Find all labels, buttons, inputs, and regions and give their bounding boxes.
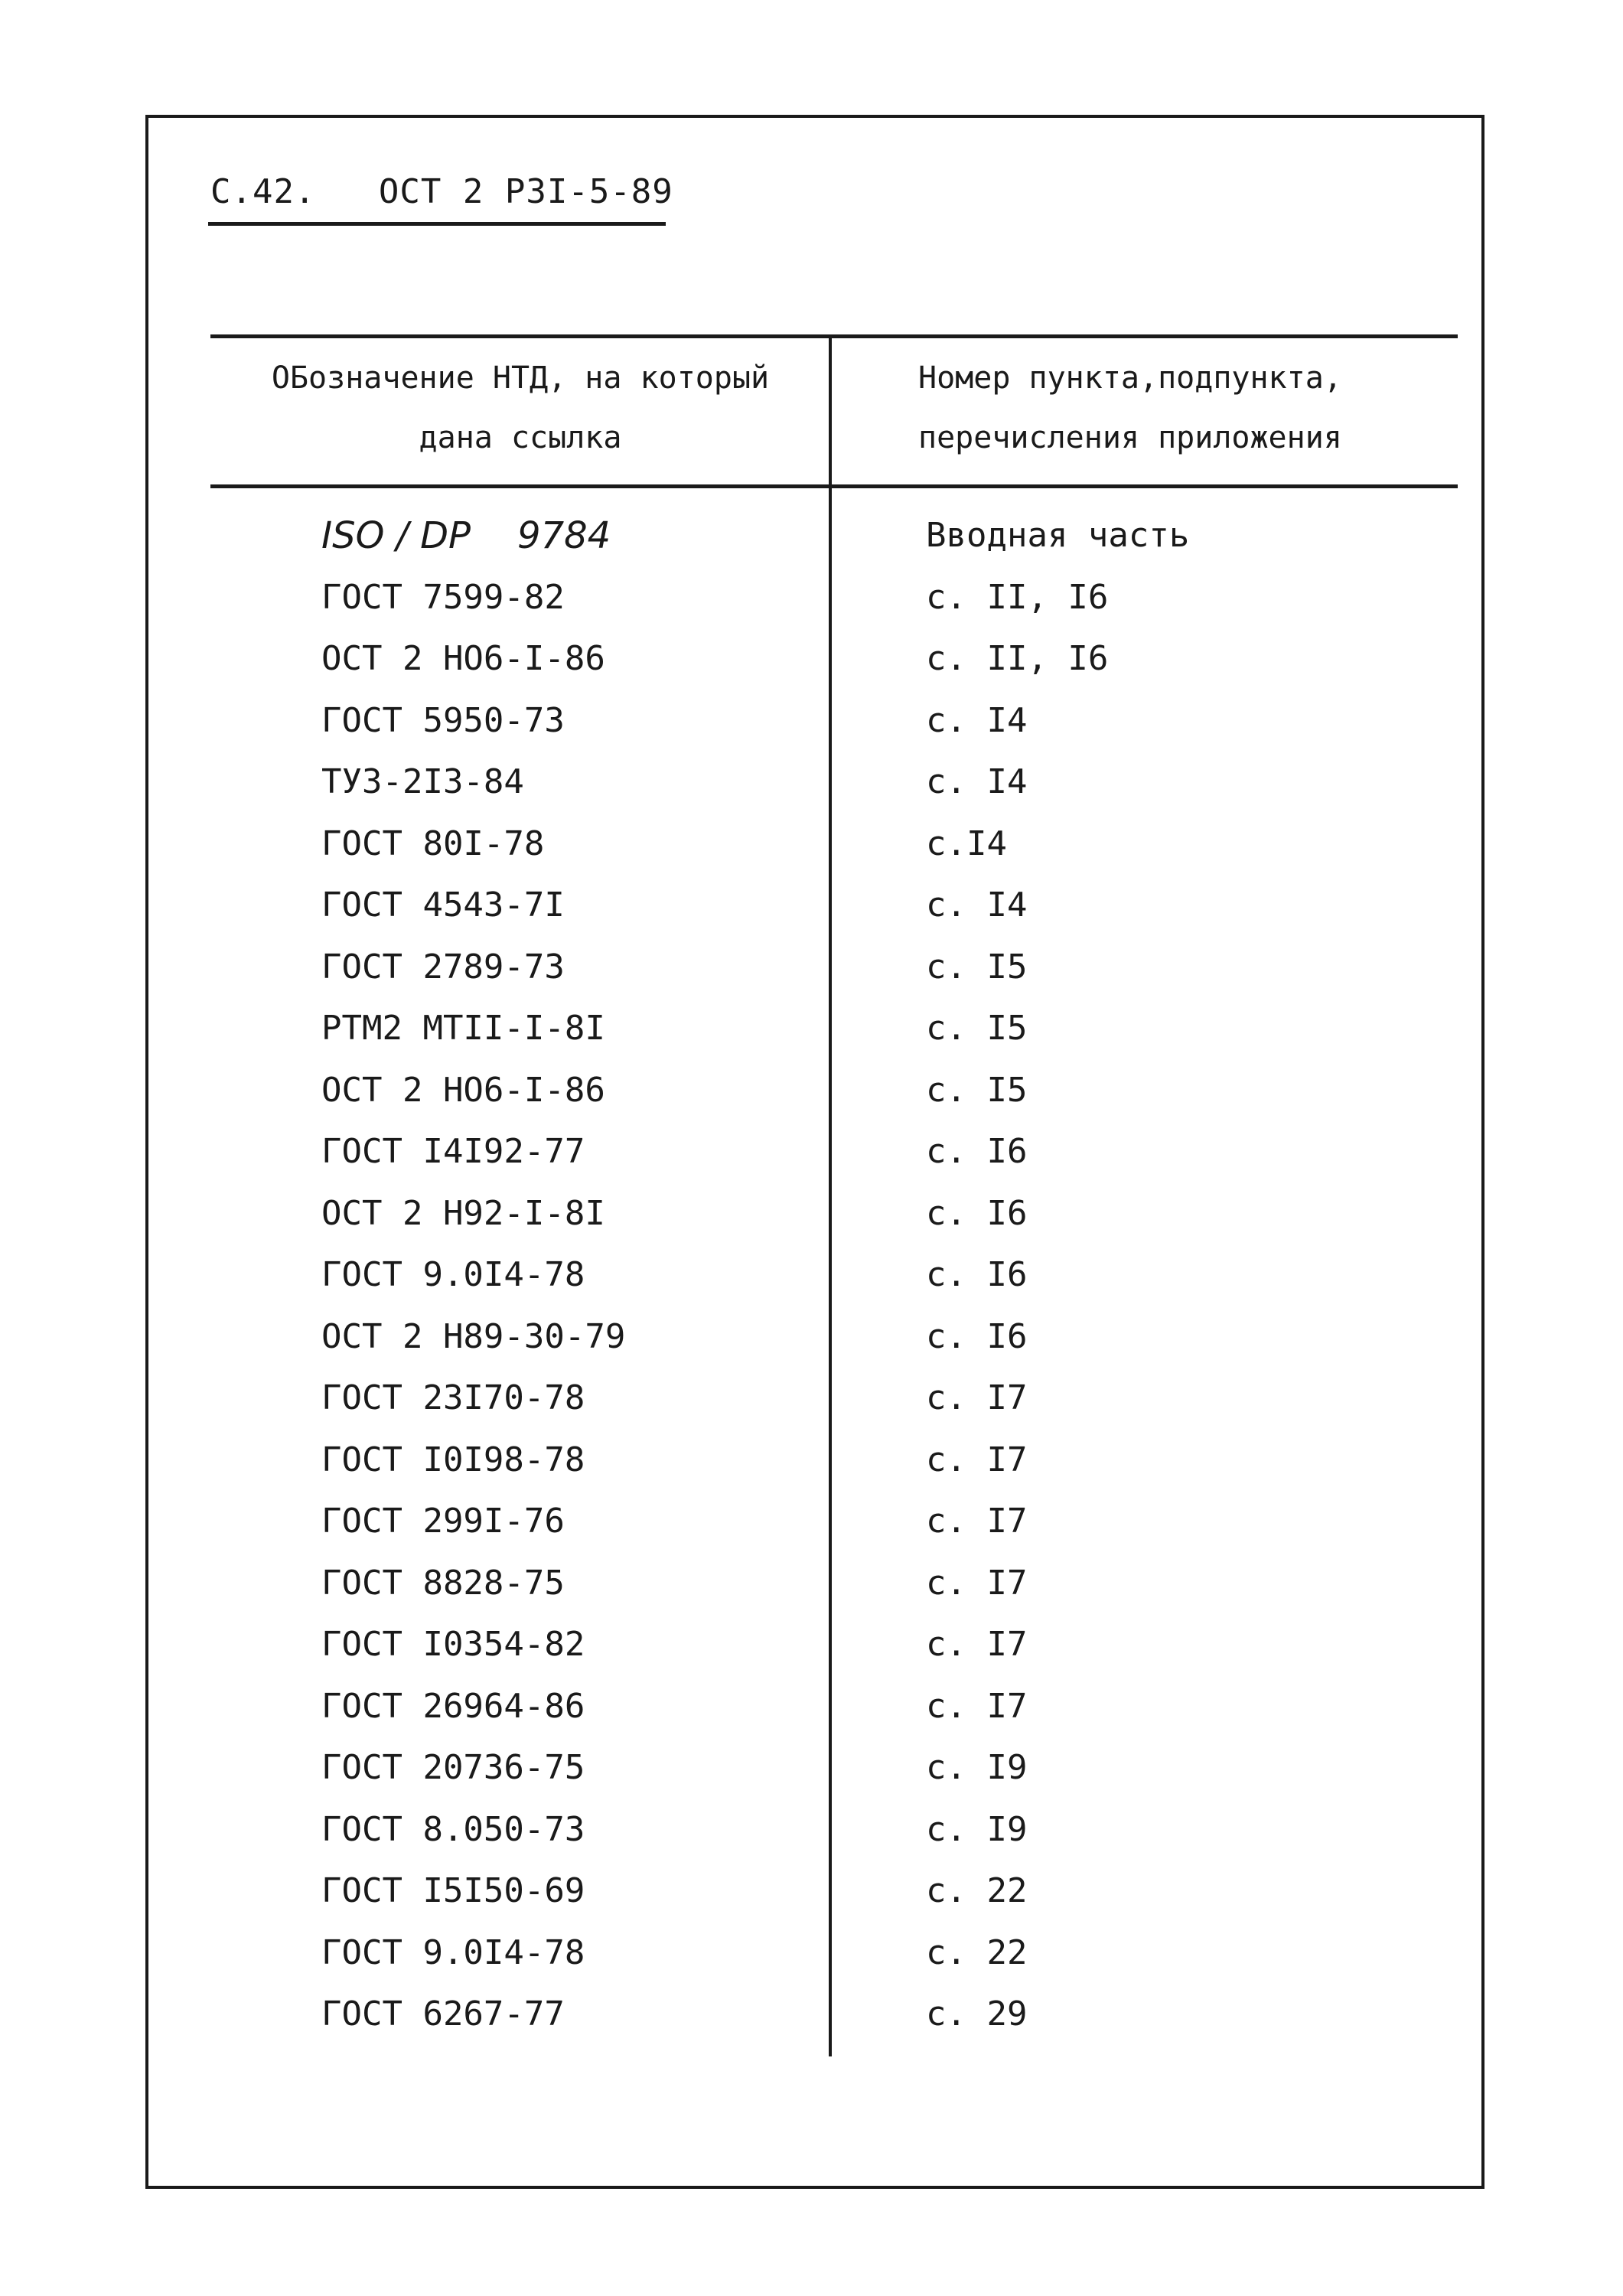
designation-cell: ОСТ 2 Н89-30-79 xyxy=(321,1316,626,1356)
reference-cell: с.I4 xyxy=(926,823,1007,863)
designation-cell: ISO / DP 9784 xyxy=(321,514,611,557)
table-row xyxy=(0,814,1623,876)
designation-cell: ГОСТ 80I-78 xyxy=(321,823,545,863)
table-row xyxy=(0,1553,1623,1615)
reference-cell: с. I7 xyxy=(926,1378,1028,1417)
reference-cell: с. I4 xyxy=(926,885,1028,925)
reference-cell: с. I4 xyxy=(926,762,1028,801)
reference-cell: с. I9 xyxy=(926,1748,1028,1787)
designation-cell: ГОСТ 5950-73 xyxy=(321,700,565,740)
table-row xyxy=(0,998,1623,1060)
table-row xyxy=(0,1183,1623,1245)
column-header-reference xyxy=(865,348,1431,468)
reference-cell: с. I4 xyxy=(926,700,1028,740)
table-row xyxy=(0,1614,1623,1676)
reference-cell: с. II, I6 xyxy=(926,639,1109,678)
designation-cell: ГОСТ 26964-86 xyxy=(321,1686,585,1726)
table-header-rule xyxy=(210,484,1458,488)
header-underline xyxy=(208,222,666,226)
table-row xyxy=(0,937,1623,999)
table-row xyxy=(0,628,1623,690)
reference-cell: с. I6 xyxy=(926,1132,1028,1171)
designation-cell: ГОСТ 2789-73 xyxy=(321,947,565,987)
reference-cell: с. I7 xyxy=(926,1686,1028,1726)
reference-cell: с. 22 xyxy=(926,1932,1028,1972)
reference-cell: с. I7 xyxy=(926,1502,1028,1541)
column-header-reference-line2: перечисления приложения xyxy=(918,420,1342,455)
reference-cell: с. I7 xyxy=(926,1440,1028,1479)
designation-cell: ГОСТ 8.050-73 xyxy=(321,1809,585,1849)
column-header-designation xyxy=(222,348,819,468)
reference-cell: с. 22 xyxy=(926,1871,1028,1910)
designation-cell: ГОСТ 9.0I4-78 xyxy=(321,1932,585,1972)
table-row xyxy=(0,1799,1623,1861)
designation-cell: ГОСТ 6267-77 xyxy=(321,1994,565,2033)
table-row xyxy=(0,1306,1623,1368)
designation-cell: ГОСТ I0I98-78 xyxy=(321,1440,585,1479)
designation-cell: РТМ2 МТII-I-8I xyxy=(321,1009,605,1048)
reference-cell: с. I7 xyxy=(926,1563,1028,1603)
designation-cell: ОСТ 2 НО6-I-86 xyxy=(321,639,605,678)
column-header-designation-line1: ОБозначение НТД, на который xyxy=(271,360,770,396)
table-row xyxy=(0,1491,1623,1553)
designation-cell: ГОСТ I5I50-69 xyxy=(321,1871,585,1910)
designation-cell: ТУЗ-2I3-84 xyxy=(321,762,524,801)
reference-cell: с. I6 xyxy=(926,1193,1028,1233)
table-row xyxy=(0,1676,1623,1738)
table-row xyxy=(0,1923,1623,1985)
table-row xyxy=(0,1121,1623,1183)
table-row xyxy=(0,1060,1623,1122)
designation-cell: ОСТ 2 Н92-I-8I xyxy=(321,1193,605,1233)
table-row xyxy=(0,1368,1623,1430)
reference-cell: с. 29 xyxy=(926,1994,1028,2033)
designation-cell: ГОСТ 299I-76 xyxy=(321,1502,565,1541)
column-header-reference-line1: Номер пункта,подпункта, xyxy=(918,360,1342,396)
reference-cell: с. I6 xyxy=(926,1316,1028,1356)
designation-cell: ГОСТ 9.0I4-78 xyxy=(321,1255,585,1294)
table-row xyxy=(0,505,1623,567)
reference-cell: с. I6 xyxy=(926,1255,1028,1294)
reference-cell: с. I5 xyxy=(926,947,1028,987)
table-body xyxy=(0,505,1623,2046)
table-row xyxy=(0,1984,1623,2046)
designation-cell: ГОСТ 7599-82 xyxy=(321,577,565,617)
table-row xyxy=(0,752,1623,814)
page-header: С.42. ОСТ 2 РЗI-5-89 xyxy=(210,172,673,211)
reference-cell: с. I9 xyxy=(926,1809,1028,1849)
reference-cell: с. I5 xyxy=(926,1070,1028,1110)
table-row xyxy=(0,1430,1623,1492)
table-row xyxy=(0,567,1623,629)
reference-cell: Вводная часть xyxy=(926,516,1190,555)
table-row xyxy=(0,1737,1623,1799)
column-header-designation-line2: дана ссылка xyxy=(419,420,622,455)
designation-cell: ГОСТ 8828-75 xyxy=(321,1563,565,1603)
table-row xyxy=(0,875,1623,937)
designation-cell: ОСТ 2 НО6-I-86 xyxy=(321,1070,605,1110)
reference-cell: с. II, I6 xyxy=(926,577,1109,617)
designation-cell: ГОСТ I0354-82 xyxy=(321,1625,585,1664)
designation-cell: ГОСТ I4I92-77 xyxy=(321,1132,585,1171)
reference-cell: с. I5 xyxy=(926,1009,1028,1048)
designation-cell: ГОСТ 23I70-78 xyxy=(321,1378,585,1417)
table-top-rule xyxy=(210,334,1458,338)
table-row xyxy=(0,1861,1623,1923)
table-row xyxy=(0,690,1623,752)
designation-cell: ГОСТ 4543-7I xyxy=(321,885,565,925)
reference-cell: с. I7 xyxy=(926,1625,1028,1664)
designation-cell: ГОСТ 20736-75 xyxy=(321,1748,585,1787)
table-row xyxy=(0,1244,1623,1306)
